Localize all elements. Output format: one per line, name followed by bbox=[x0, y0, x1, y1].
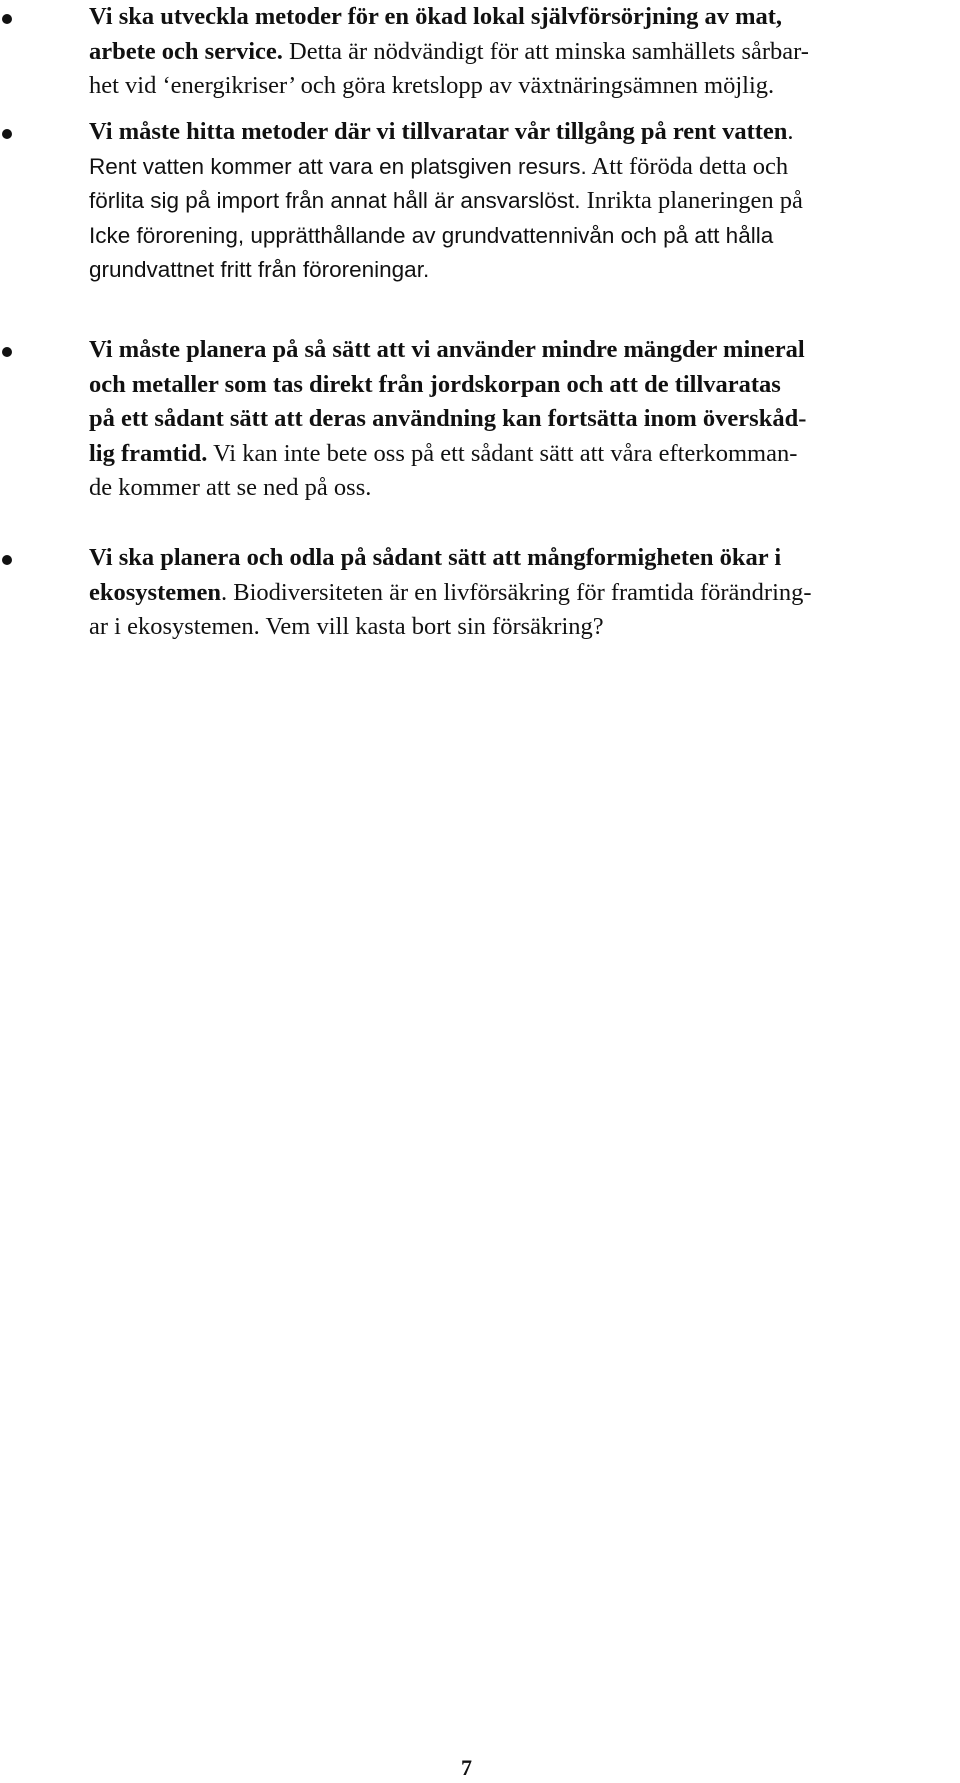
text-line bbox=[89, 0, 959, 35]
body-text: Icke förorening, upprätthållande av grundvattennivån och på att hålla bbox=[89, 222, 774, 248]
body-text: Inrikta planeringen på bbox=[580, 187, 803, 214]
body-text: . bbox=[787, 118, 794, 145]
body-text: Rent vatten kommer att vara en platsgiven resurs. bbox=[89, 153, 587, 179]
bullet-icon bbox=[2, 347, 12, 357]
body-text: Detta är nödvändigt för att minska samhällets sårbar- bbox=[282, 37, 809, 65]
bold-lead-text: ekosystemen bbox=[89, 578, 222, 606]
text-line bbox=[89, 35, 959, 70]
bullet-text bbox=[89, 541, 959, 645]
bold-lead-text: Vi måste planera på så sätt att vi använder mindre mängder mineral bbox=[89, 336, 805, 363]
bold-lead-text: lig framtid. bbox=[89, 439, 208, 467]
text-line bbox=[89, 402, 959, 437]
body-text: förlita sig på import från annat håll är ansvarslöst. bbox=[89, 188, 581, 213]
bold-lead-text: Vi ska planera och odla på sådant sätt att mångformigheten ökar i bbox=[89, 544, 782, 571]
bullet-text bbox=[89, 0, 959, 104]
bullet-icon bbox=[2, 14, 12, 24]
text-line bbox=[89, 610, 959, 645]
body-text: grundvattnet fritt från föroreningar. bbox=[89, 257, 430, 282]
bullet-icon bbox=[2, 129, 12, 139]
bullet-text bbox=[89, 333, 959, 506]
text-line bbox=[89, 437, 959, 472]
body-text: Att föröda detta och bbox=[586, 152, 789, 180]
body-text: Vi kan inte bete oss på ett sådant sätt att våra efterkomman- bbox=[207, 439, 798, 467]
text-line bbox=[89, 253, 959, 288]
bold-lead-text: Vi ska utveckla metoder för en ökad lokal självförsörjning av mat, bbox=[89, 3, 783, 30]
page-number: 7 bbox=[461, 1755, 472, 1780]
bold-lead-text: Vi måste hitta metoder där vi tillvaratar vår tillgång på rent vatten bbox=[89, 118, 788, 145]
bullet-text bbox=[89, 115, 959, 288]
text-line bbox=[89, 115, 959, 150]
text-line bbox=[89, 69, 959, 104]
text-line bbox=[89, 576, 959, 611]
text-line bbox=[89, 150, 959, 185]
text-line bbox=[89, 471, 959, 506]
text-line bbox=[89, 184, 959, 219]
body-text: de kommer att se ned på oss. bbox=[89, 474, 372, 501]
text-line bbox=[89, 333, 959, 368]
text-line bbox=[89, 541, 959, 576]
body-text: het vid ‘energikriser’ och göra kretslopp av växtnäringsämnen möjlig. bbox=[89, 72, 775, 99]
text-line bbox=[89, 368, 959, 403]
bold-lead-text: på ett sådant sätt att deras användning kan fortsätta inom överskåd- bbox=[89, 405, 807, 432]
bullet-icon bbox=[2, 555, 12, 565]
bold-lead-text: arbete och service. bbox=[89, 37, 283, 65]
body-text: ar i ekosystemen. Vem vill kasta bort sin försäkring? bbox=[89, 613, 604, 640]
bold-lead-text: och metaller som tas direkt från jordskorpan och att de tillvaratas bbox=[89, 370, 781, 398]
body-text: . Biodiversiteten är en livförsäkring för framtida förändring- bbox=[221, 578, 812, 606]
text-line bbox=[89, 219, 959, 254]
